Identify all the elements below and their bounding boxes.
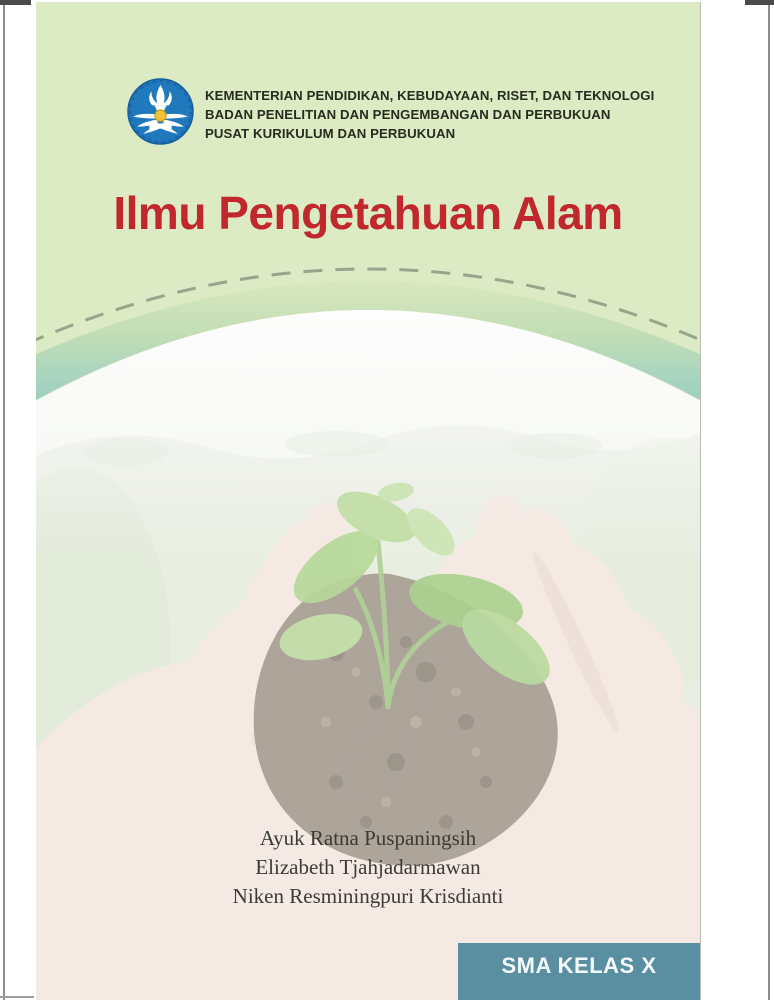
viewer-frame-right-edge [768,5,770,1000]
grade-badge: SMA KELAS X [458,943,700,1000]
book-cover-page [36,2,701,1000]
ministry-line-2: BADAN PENELITIAN DAN PENGEMBANGAN DAN PERBUKUAN [205,107,611,122]
viewer-frame-bottom-edge [0,996,34,998]
ministry-line-3: PUSAT KURIKULUM DAN PERBUKUAN [205,126,456,141]
author-name: Elizabeth Tjahjadarmawan [255,855,481,879]
book-title: Ilmu Pengetahuan Alam [113,187,623,239]
author-name: Niken Resminingpuri Krisdianti [232,884,504,908]
author-name: Ayuk Ratna Puspaningsih [259,826,477,850]
viewer-frame-left-edge [3,5,5,1000]
authors-block [36,824,700,911]
ministry-line-1: KEMENTERIAN PENDIDIKAN, KEBUDAYAAN, RISET, DAN TEKNOLOGI [205,88,655,103]
tut-wuri-handayani-logo-icon [127,78,194,145]
